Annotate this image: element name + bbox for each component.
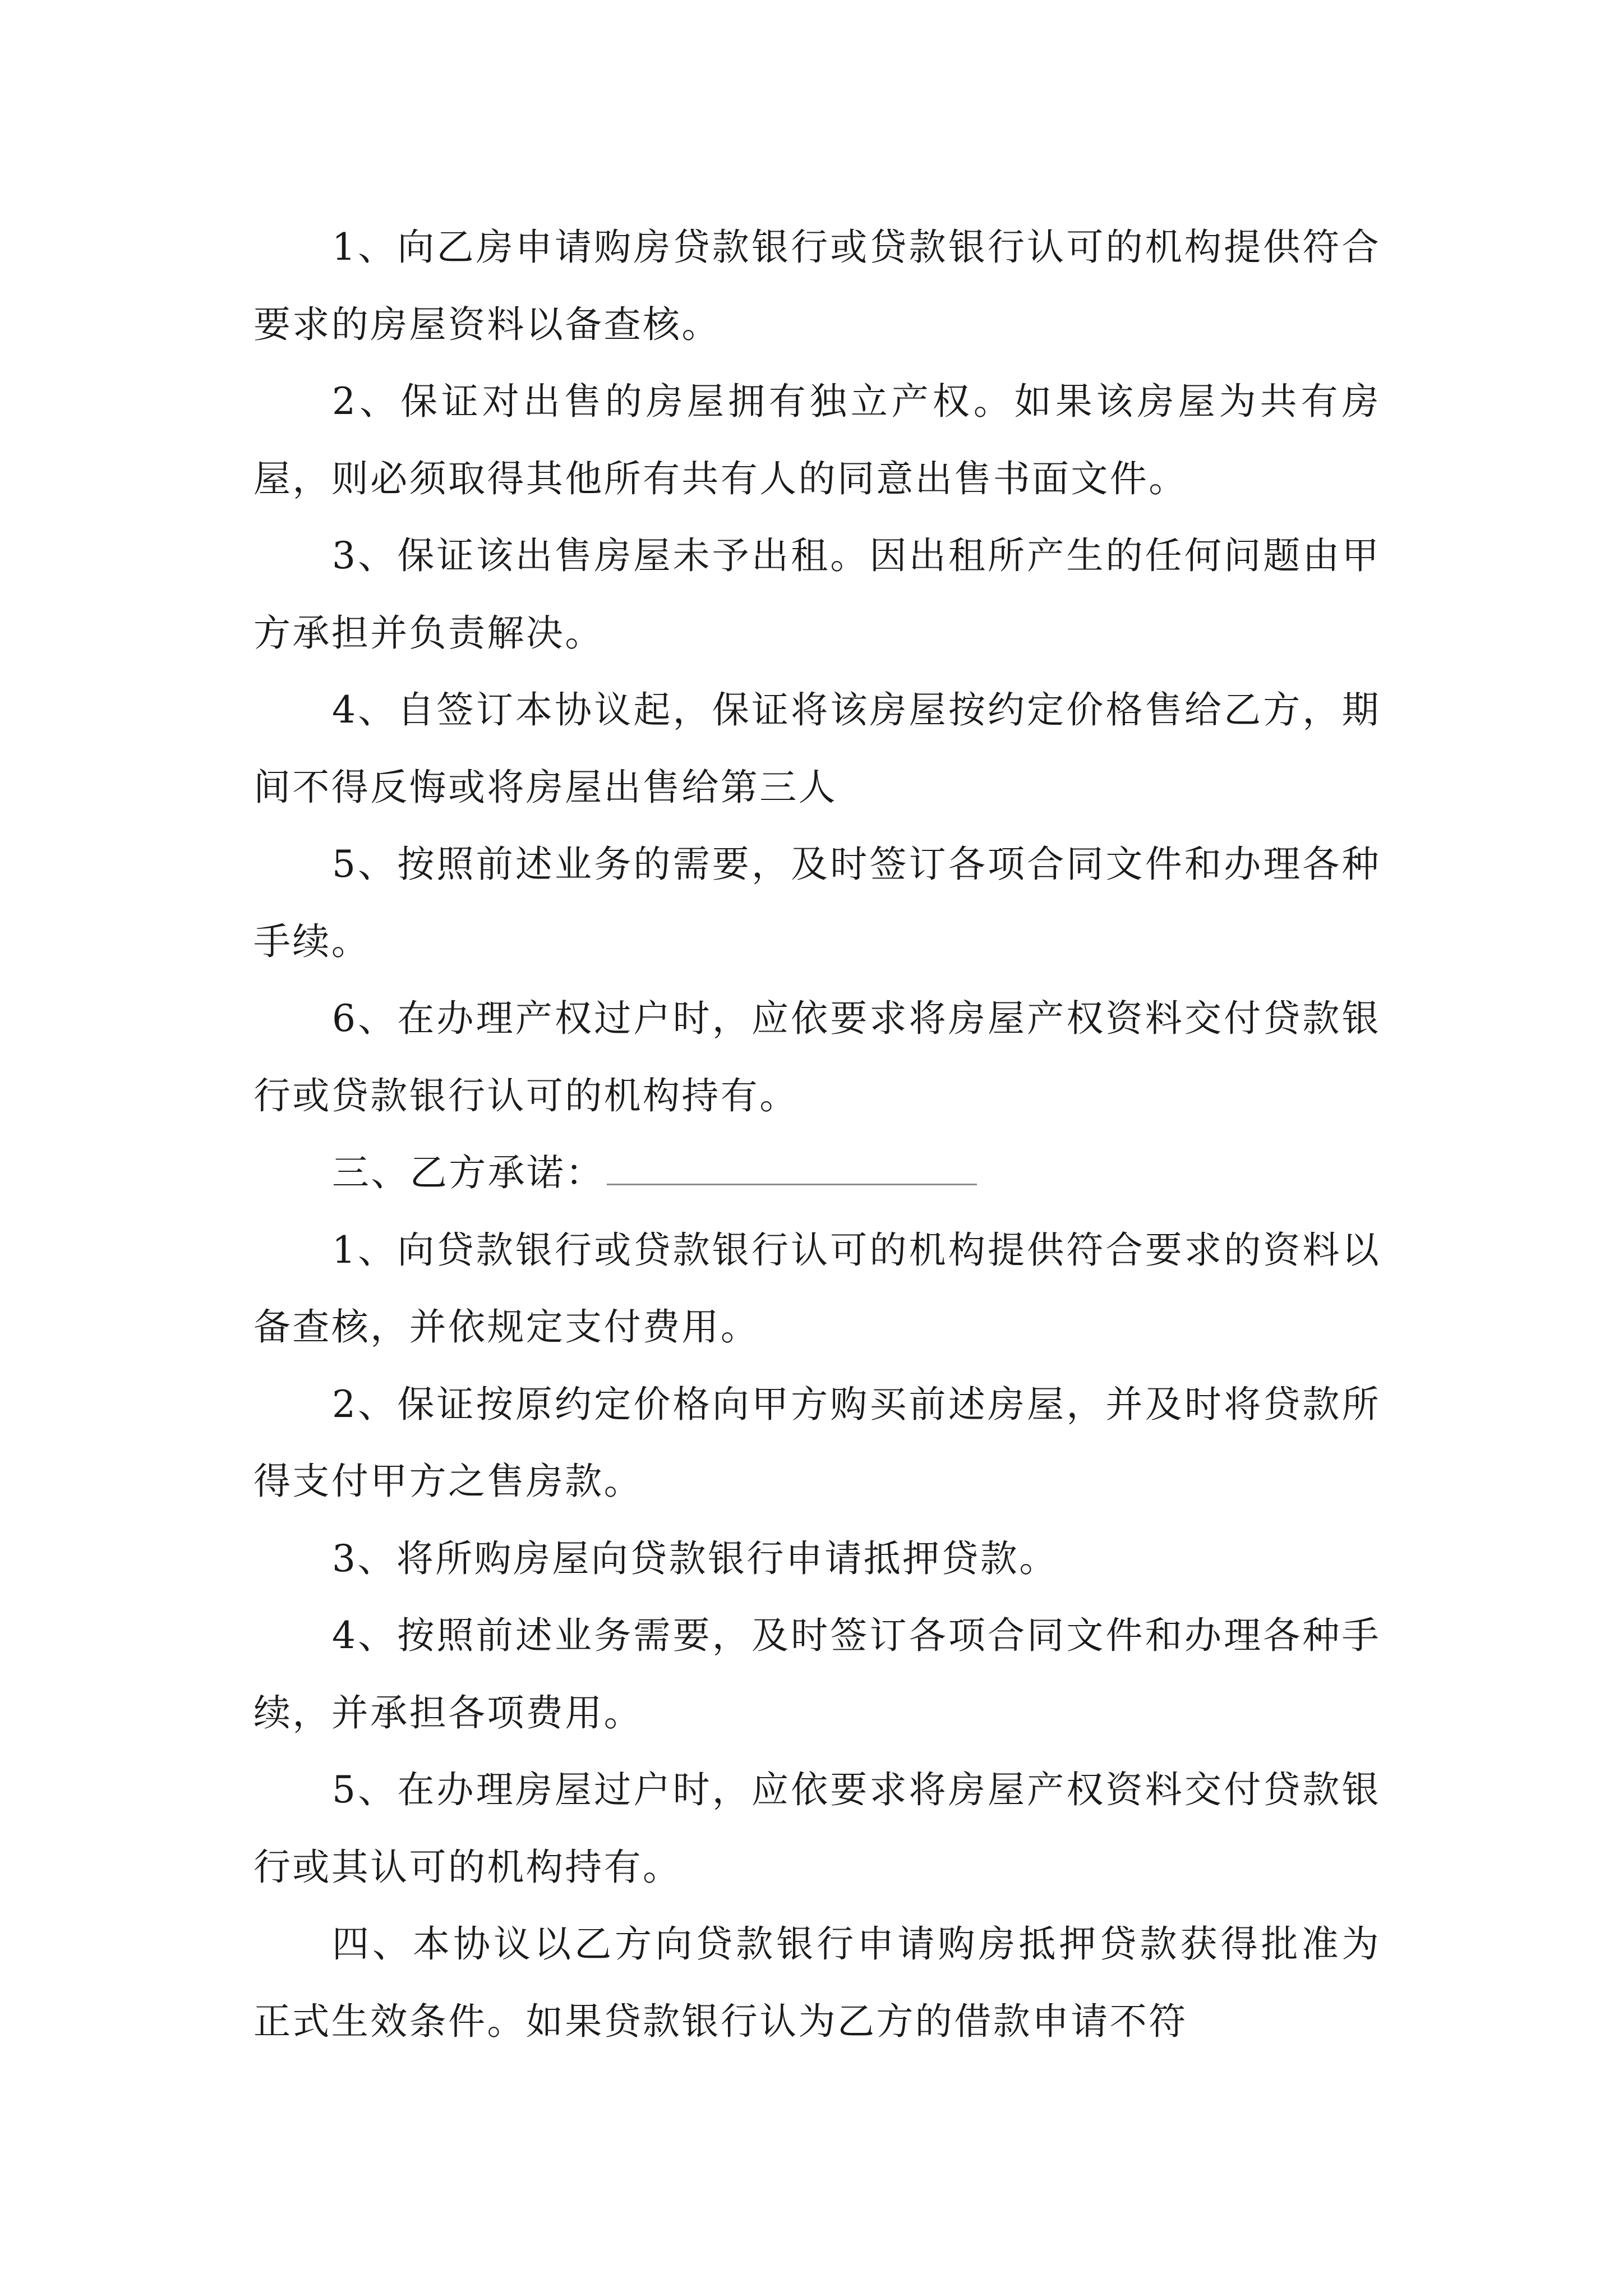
clause-2-6: 6、在办理产权过户时，应依要求将房屋产权资料交付贷款银行或贷款银行认可的机构持有。	[253, 997, 1381, 1117]
clause-2-2: 2、保证对出售的房屋拥有独立产权。如果该房屋为共有房屋，则必须取得其他所有共有人的同意出售书面文件。	[253, 380, 1381, 500]
clause-3-5: 5、在办理房屋过户时，应依要求将房屋产权资料交付贷款银行或其认可的机构持有。	[253, 1768, 1381, 1889]
clause-3-3: 3、将所购房屋向贷款银行申请抵押贷款。	[332, 1536, 1058, 1580]
section-4-text: 四、本协议以乙方向贷款银行申请购房抵押贷款获得批准为正式生效条件。如果贷款银行认为乙方的借款申请不符	[253, 1922, 1381, 2043]
section-3-heading-text: 三、乙方承诺：	[332, 1151, 605, 1194]
clause-2-5: 5、按照前述业务的需要，及时签订各项合同文件和办理各种手续。	[253, 843, 1381, 963]
clause-3-1: 1、向贷款银行或贷款银行认可的机构提供符合要求的资料以备查核，并依规定支付费用。	[253, 1228, 1381, 1349]
clause-2-4: 4、自签订本协议起，保证将该房屋按约定价格售给乙方，期间不得反悔或将房屋出售给第三人	[253, 688, 1381, 809]
clause-2-3: 3、保证该出售房屋未予出租。因出租所产生的任何问题由甲方承担并负责解决。	[253, 534, 1381, 655]
clause-3-4: 4、按照前述业务需要，及时签订各项合同文件和办理各种手续，并承担各项费用。	[253, 1614, 1381, 1734]
fill-in-blank-line[interactable]	[607, 1150, 977, 1185]
document-body	[253, 209, 1381, 2060]
clause-3-2: 2、保证按原约定价格向甲方购买前述房屋，并及时将贷款所得支付甲方之售房款。	[253, 1382, 1381, 1503]
section-3-heading	[253, 1134, 1381, 1212]
clause-2-1: 1、向乙房申请购房贷款银行或贷款银行认可的机构提供符合要求的房屋资料以备查核。	[253, 226, 1381, 346]
